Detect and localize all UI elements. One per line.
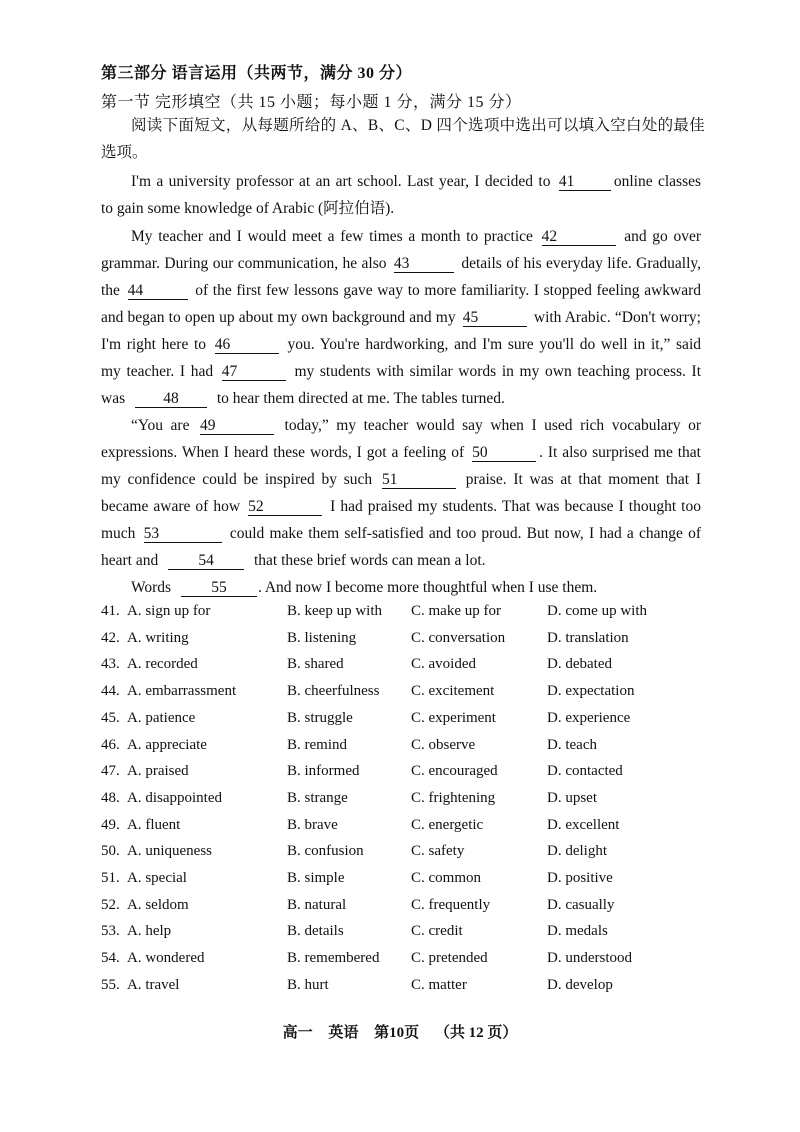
footer-total: （共 12 页） (434, 1025, 518, 1041)
option-d: D. expectation (547, 683, 635, 700)
option-c: C. credit (411, 923, 463, 940)
option-b: B. shared (287, 656, 344, 673)
blank-43: 43 (394, 256, 454, 273)
question-number: 52. (101, 896, 120, 913)
option-a: A. sign up for (127, 603, 211, 619)
blank-48: 48 (135, 391, 207, 408)
question-number: 54. (101, 950, 120, 967)
option-c: C. conversation (411, 629, 506, 646)
option-b: B. keep up with (287, 603, 382, 619)
question-number: 48. (101, 789, 120, 806)
option-a: A. seldom (127, 896, 189, 913)
blank-52: 52 (248, 499, 322, 516)
option-b: B. confusion (287, 843, 364, 860)
option-b: B. details (287, 923, 344, 940)
option-row (101, 870, 701, 890)
option-a: A. embarrassment (127, 683, 237, 700)
option-a: A. fluent (127, 816, 181, 833)
option-b: B. cheerfulness (287, 683, 380, 700)
option-d: D. develop (547, 976, 613, 993)
blank-44: 44 (128, 283, 188, 300)
blank-54: 54 (168, 553, 244, 570)
option-row (101, 656, 701, 676)
instruction-line-2: 选项。 (101, 144, 148, 161)
option-row (101, 790, 701, 810)
blank-41: 41 (559, 174, 611, 191)
option-row (101, 630, 701, 650)
question-number: 51. (101, 870, 120, 886)
option-c: C. safety (411, 843, 465, 860)
footer-page: 第10页 (374, 1025, 420, 1041)
option-c: C. excitement (411, 683, 495, 700)
passage-line: and began to open up about my own background and my 45 with Arabic. “Don't worry; (101, 309, 701, 326)
option-row (101, 763, 701, 783)
option-row (101, 977, 701, 997)
question-number: 43. (101, 656, 120, 673)
option-row (101, 683, 701, 703)
question-number: 45. (101, 709, 120, 726)
option-d: D. teach (547, 736, 597, 753)
passage-line: grammar. During our communication, he also 43 details of his everyday life. Gradually, (101, 255, 702, 272)
option-d: D. casually (547, 896, 615, 913)
passage-line: expressions. When I heard these words, I got a feeling of 50 . It also surprised me that (101, 444, 701, 461)
option-d: D. upset (547, 789, 597, 806)
option-d: D. excellent (547, 816, 620, 833)
option-b: B. hurt (287, 976, 329, 993)
option-b: B. strange (287, 789, 348, 806)
question-number: 55. (101, 976, 120, 993)
option-c: C. observe (411, 736, 476, 753)
option-a: A. special (127, 870, 187, 886)
section-heading: 第一节 完形填空（共 15 小题；每小题 1 分，满分 15 分） (101, 94, 522, 111)
option-c: C. avoided (411, 656, 476, 673)
blank-46: 46 (215, 337, 279, 354)
blank-49: 49 (200, 418, 274, 435)
blank-51: 51 (382, 472, 456, 489)
passage-line: much 53 could make them self-satisfied and too proud. But now, I had a change of (101, 525, 702, 542)
option-b: B. brave (287, 816, 338, 833)
instruction-line-1: 阅读下面短文，从每题所给的 A、B、C、D 四个选项中选出可以填入空白处的最佳 (131, 117, 706, 134)
option-c: C. common (411, 870, 481, 886)
option-row (101, 817, 701, 837)
option-b: B. informed (287, 763, 360, 780)
option-d: D. come up with (547, 603, 647, 619)
footer-grade: 高一 (282, 1025, 313, 1041)
question-number: 46. (101, 736, 120, 753)
blank-55: 55 (181, 580, 257, 597)
option-d: D. positive (547, 870, 613, 886)
option-row (101, 897, 701, 917)
option-a: A. patience (127, 709, 196, 726)
blank-50: 50 (472, 445, 536, 462)
option-a: A. recorded (127, 656, 198, 673)
option-a: A. wondered (127, 950, 205, 967)
passage-line: was 48 to hear them directed at me. The tables turned. (101, 390, 505, 407)
question-number: 41. (101, 603, 120, 619)
option-c: C. energetic (411, 816, 484, 833)
option-row (101, 710, 701, 730)
option-d: D. delight (547, 843, 607, 860)
option-c: C. matter (411, 976, 467, 993)
option-b: B. natural (287, 896, 347, 913)
passage-line: I'm right here to 46 you. You're hardworking, and I'm sure you'll do well in it,” said (101, 336, 701, 353)
option-d: D. experience (547, 709, 631, 726)
option-d: D. understood (547, 950, 632, 967)
question-number: 49. (101, 816, 120, 833)
passage-line: became aware of how 52 I had praised my students. That was because I thought too (101, 498, 701, 515)
part-heading: 第三部分 语言运用（共两节，满分 30 分） (101, 65, 413, 82)
option-b: B. listening (287, 629, 357, 646)
option-c: C. frightening (411, 789, 496, 806)
passage-line: to gain some knowledge of Arabic (阿拉伯语). (101, 200, 395, 217)
passage-line: I'm a university professor at an art school. Last year, I decided to 41 online classes (131, 173, 702, 190)
option-a: A. praised (127, 763, 189, 780)
option-d: D. medals (547, 923, 608, 940)
option-c: C. encouraged (411, 763, 498, 780)
option-a: A. travel (127, 976, 180, 993)
passage-line: heart and 54 that these brief words can mean a lot. (101, 552, 486, 569)
option-c: C. pretended (411, 950, 488, 967)
option-row (101, 603, 701, 623)
option-a: A. writing (127, 629, 189, 646)
passage-line: My teacher and I would meet a few times a month to practice 42 and go over (131, 228, 702, 245)
passage-line: the 44 of the first few lessons gave way to more familiarity. I stopped feeling awkward (101, 282, 702, 299)
option-a: A. help (127, 923, 172, 940)
blank-42: 42 (542, 229, 616, 246)
option-b: B. struggle (287, 709, 353, 726)
option-a: A. disappointed (127, 789, 222, 806)
option-d: D. contacted (547, 763, 623, 780)
passage-line: my confidence could be inspired by such 51 praise. It was at that moment that I (101, 471, 701, 488)
option-row (101, 843, 701, 863)
blank-47: 47 (222, 364, 286, 381)
option-b: B. remembered (287, 950, 380, 967)
option-b: B. remind (287, 736, 347, 753)
question-number: 50. (101, 843, 120, 860)
question-number: 47. (101, 763, 120, 780)
blank-45: 45 (463, 310, 527, 327)
option-row (101, 950, 701, 970)
option-c: C. make up for (411, 603, 501, 619)
question-number: 53. (101, 923, 120, 940)
option-row (101, 737, 701, 757)
blank-53: 53 (144, 526, 222, 543)
option-d: D. debated (547, 656, 612, 673)
page-footer (0, 1021, 800, 1042)
question-number: 44. (101, 683, 120, 700)
passage-line: my teacher. I had 47 my students with similar words in my own teaching process. It (101, 363, 702, 380)
footer-subject: 英语 (328, 1025, 359, 1041)
option-row (101, 923, 701, 943)
question-number: 42. (101, 629, 120, 646)
option-d: D. translation (547, 629, 629, 646)
option-c: C. experiment (411, 709, 496, 726)
option-a: A. uniqueness (127, 843, 212, 860)
option-c: C. frequently (411, 896, 491, 913)
passage-line: “You are 49 today,” my teacher would say when I used rich vocabulary or (131, 417, 701, 434)
option-a: A. appreciate (127, 736, 207, 753)
option-b: B. simple (287, 870, 345, 886)
passage-line: Words 55 . And now I become more thoughtful when I use them. (131, 579, 598, 596)
